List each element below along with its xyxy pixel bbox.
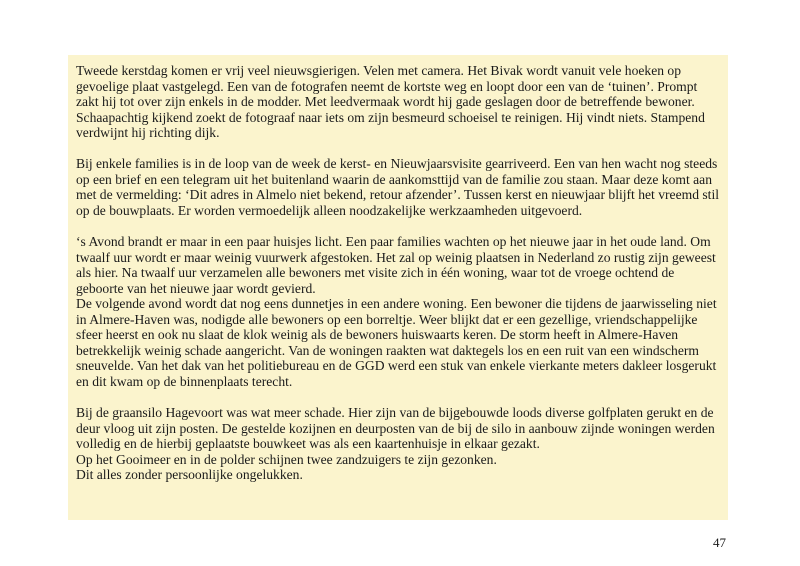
paragraph: Bij enkele families is in de loop van de week de kerst- en Nieuwjaarsvisite gearriveerd. Een van hen wacht nog steeds op een brief en een telegram uit het buitenland waarin de aankomsttijd van de familie zou staan. Maar deze komt aan met de vermelding: ‘Dit adres in Almelo niet bekend, retour afzender’. Tussen kerst en nieuwjaar blijft het vreemd stil op de bouwplaats. Er worden vermoedelijk alleen noodzakelijke werkzaamheden uitgevoerd. [76, 156, 720, 218]
text-block [68, 55, 728, 520]
paragraph: Op het Gooimeer en in de polder schijnen twee zandzuigers te zijn gezonken. [76, 451, 497, 467]
page-number: 47 [713, 535, 726, 550]
paragraph: Bij de graansilo Hagevoort was wat meer schade. Hier zijn van de bijgebouwde loods diverse golfplaten gerukt en de deur vloog uit zijn posten. De gestelde kozijnen en deurposten van de bij de silo in aanbouw zijnde woningen werden volledig en de hierbij geplaatste bouwkeet was als een kaartenhuisje in elkaar gezakt. [76, 405, 715, 452]
paragraph-spacer [76, 218, 720, 234]
paragraph: Dit alles zonder persoonlijke ongelukken. [76, 467, 303, 483]
paragraph: De volgende avond wordt dat nog eens dunnetjes in een andere woning. Een bewoner die tijdens de jaarwisseling niet in Almere-Haven was, nodigde alle bewoners op een borreltje. Weer blijkt dat er een gezellige, vriendschappelijke sfeer heerst en ook nu slaat de klok weinig als de bewoners huiswaarts keren. De storm heeft in Almere-Haven betrekkelijk weinig schade aangericht. Van de woningen raakten wat daktegels los en een ruit van een windscherm sneuvelde. Van het dak van het politiebureau en de GGD werd een stuk van enkele vierkante meters dakleer losgerukt en dit kwam op de binnenplaats terecht. [76, 296, 717, 389]
paragraph-spacer [76, 389, 720, 405]
paragraph: ‘s Avond brandt er maar in een paar huisjes licht. Een paar families wachten op het nieuwe jaar in het oude land. Om twaalf uur wordt er maar weinig vuurwerk afgestoken. Het zal op weinig plaatsen in Nederland zo rustig zijn geweest als hier. Na twaalf uur verzamelen alle bewoners met visite zich in één woning, waar tot de vroege ochtend de geboorte van het nieuwe jaar wordt gevierd. [76, 234, 716, 296]
paragraph: Tweede kerstdag komen er vrij veel nieuwsgierigen. Velen met camera. Het Bivak wordt vanuit vele hoeken op gevoelige plaat vastgelegd. Een van de fotografen neemt de kortste weg en loopt door een van de ‘tuinen’. Prompt zakt hij tot over zijn enkels in de modder. Met leedvermaak wordt hij gade geslagen door de betreffende bewoner. Schaapachtig kijkend zoekt de fotograaf naar iets om zijn besmeurd schoeisel te reinigen. Hij vindt niets. Stampend verdwijnt hij richting dijk. [76, 63, 705, 141]
paragraph-spacer [76, 141, 720, 157]
